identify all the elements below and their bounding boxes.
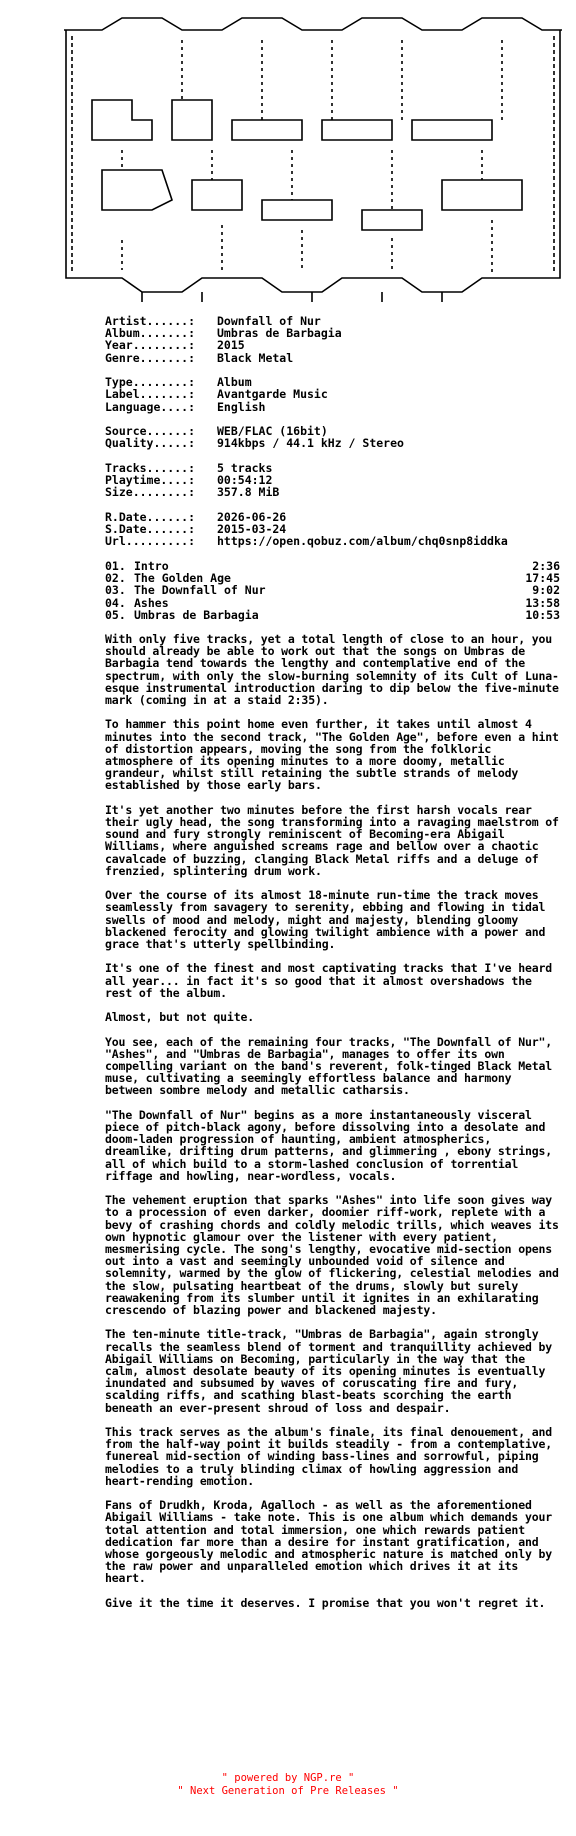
album-url-link[interactable]: https://open.qobuz.com/album/chq0snp8iddka (217, 534, 508, 549)
type-info-block (105, 376, 560, 413)
rdate-row: R.Date......: 2026-06-26 (105, 510, 287, 524)
language-row: Language....: English (105, 399, 266, 414)
review-paragraph: With only five tracks, yet a total length of close to an hour, you should already be able to work out that the songs on Umbras de Barbagia tend towards the lengthy and contemplative end of the spectrum, with only the slow-burning solemnity of its Cult of Luna-esque instrumental introduction daring to dip below the five-minute mark (coming in at a staid 2:35). (105, 632, 559, 708)
date-info-block (105, 511, 560, 548)
review-paragraph: This track serves as the album's finale, its final denouement, and from the half-way point it builds steadily - from a contemplative, funereal mid-section of winding bass-lines and sorrowful, piping melodies to a truly blinding climax of howling aggression and heart-rending emotion. (105, 1425, 553, 1488)
footer-powered-by: " powered by NGP.re " (221, 1772, 355, 1784)
review-paragraph: Give it the time it deserves. I promise that you won't regret it. (105, 1595, 546, 1610)
tracks-row: Tracks......: 5 tracks (105, 461, 273, 475)
track-row: 02. The Golden Age 17:45 (105, 571, 560, 586)
tracklist (105, 560, 560, 621)
review-paragraph: You see, each of the remaining four tracks, "The Downfall of Nur", "Ashes", and "Umbras de Barbagia", manages to offer its own compelling variant on the band's reverent, folk-tinged Black Metal muse, cultivating a seemingly effortless balance and harmony between sombre melody and metallic catharsis. (105, 1034, 553, 1098)
album-info-block (105, 315, 560, 364)
review-paragraph: Almost, but not quite. (105, 1010, 255, 1025)
source-row: Source......: WEB/FLAC (16bit) (105, 424, 328, 439)
playtime-row: Playtime....: 00:54:12 (105, 473, 273, 488)
artist-row: Artist......: Downfall of Nur (105, 314, 321, 328)
review-paragraph: Fans of Drudkh, Kroda, Agalloch - as well as the aforementioned Abigail Williams - take note. This is one album which demands your total attention and total immersion, one which rewards patient dedication far more than a desire for instant gratification, and whose gorgeously melodic and atmospheric nature is matched only by the raw power and unparalleled emotion which drives it at its heart. (105, 1498, 553, 1586)
year-row: Year........: 2015 (105, 338, 245, 353)
size-row: Size........: 357.8 MiB (105, 485, 280, 500)
review-paragraph: It's yet another two minutes before the first harsh vocals rear their ugly head, the song transforming into a ravaging maelstrom of sound and fury strongly reminiscent of Becoming-era Abigail Williams, where anguished screams rage and bellow over a chaotic cavalcade of buzzing, clanging Black Metal riffs and a deluge of frenzied, splintering drum work. (105, 802, 559, 878)
size-info-block (105, 462, 560, 499)
review-paragraph: To hammer this point home even further, it takes until almost 4 minutes into the second track, "The Golden Age", before even a hint of distortion appears, moving the song from the folkloric atmosphere of its opening minutes to a more doomy, metallic grandeur, whilst still retaining the subtle strands of melody established by those early bars. (105, 717, 559, 793)
source-info-block (105, 425, 560, 449)
album-row: Album.......: Umbras de Barbagia (105, 326, 342, 341)
url-row: Url.........: https://open.qobuz.com/album/chq0snp8iddka (105, 534, 508, 549)
review-paragraph: "The Downfall of Nur" begins as a more instantaneously visceral piece of pitch-black agony, before dissolving into a desolate and doom-laden progression of haunting, ambient atmospherics, dreamlike, drifting drum patterns, and glimmering , ebony strings, all of which build to a storm-lashed conclusion of torrential riffage and howling, near-wordless, vocals. (105, 1107, 553, 1183)
type-row: Type........: Album (105, 375, 252, 390)
sdate-row: S.Date......: 2015-03-24 (105, 522, 287, 537)
review-text (105, 633, 560, 1609)
genre-row: Genre.......: Black Metal (105, 350, 294, 365)
review-paragraph: It's one of the finest and most captivating tracks that I've heard all year... in fact it's so good that it almost overshadows the rest of the album. (105, 961, 553, 1000)
quality-row: Quality.....: 914kbps / 44.1 kHz / Stereo (105, 436, 404, 451)
label-row: Label.......: Avantgarde Music (105, 387, 328, 402)
review-paragraph: The ten-minute title-track, "Umbras de Barbagia", again strongly recalls the seamless blend of torment and tranquillity achieved by Abigail Williams on Becoming, particularly in the way that the calm, almost desolate beauty of its opening minutes is eventually inundated and subsumed by waves of coruscating fire and fury, scalding riffs, and scathing blast-beats scorching the earth beneath an ever-present shroud of loss and despair. (105, 1327, 553, 1415)
track-row: 04. Ashes 13:58 (105, 595, 560, 610)
track-row: 03. The Downfall of Nur 9:02 (105, 583, 560, 598)
release-info (105, 315, 560, 1621)
track-row: 01. Intro 2:36 (105, 559, 560, 573)
footer (0, 1772, 576, 1798)
footer-tagline: " Next Generation of Pre Releases " (177, 1785, 399, 1797)
review-paragraph: Over the course of its almost 18-minute run-time the track moves seamlessly from savagery to serenity, ebbing and flowing in tidal swells of mood and melody, might and majesty, blending gloomy blackened ferocity and glowing twilight ambience with a power and grace that's utterly spellbinding. (105, 888, 546, 952)
ascii-art-logo (62, 10, 564, 310)
track-row: 05. Umbras de Barbagia 10:53 (105, 607, 560, 622)
review-paragraph: The vehement eruption that sparks "Ashes" into life soon gives way to a procession of even darker, doomier riff-work, replete with a bevy of crashing chords and coldly melodic trills, which weaves its own hypnotic glamour over the listener with every patient, mesmerising cycle. The song's lengthy, evocative mid-section opens out into a vast and seemingly unbounded void of silence and solemnity, warmed by the glow of flickering, celestial melodies and the slow, pulsating heartbeat of the drums, slowly but surely reawakening from its slumber until it ignites in an exhilarating crescendo of blazing power and blackened majesty. (105, 1193, 559, 1318)
